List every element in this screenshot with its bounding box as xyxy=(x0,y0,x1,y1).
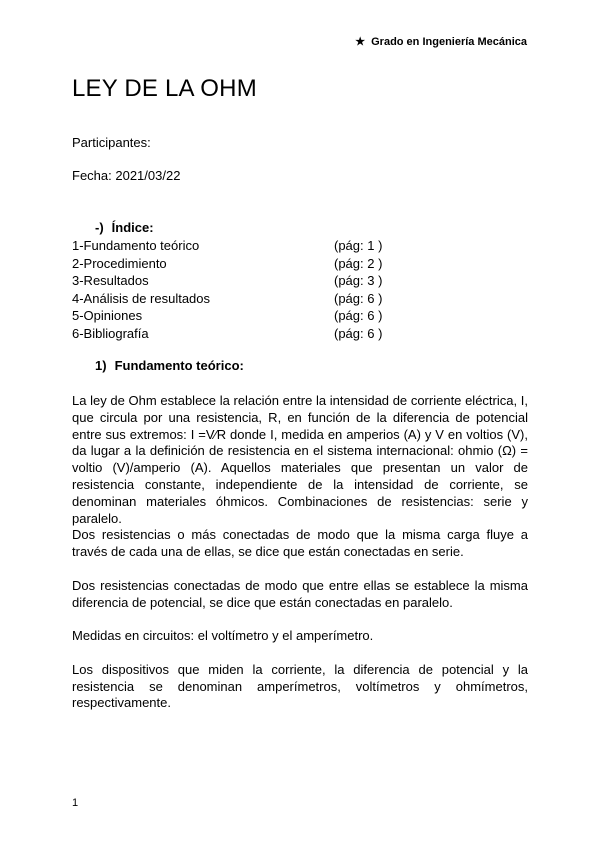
paragraph: Los dispositivos que miden la corriente, la diferencia de potencial y la resistencia se denominan amperímetros, voltímetros y ohmímetros, respectivamente. xyxy=(72,661,528,711)
toc-item-page: (pág: 3 ) xyxy=(334,273,383,288)
paragraph: Medidas en circuitos: el voltímetro y el amperímetro. xyxy=(72,628,374,644)
date-line: Fecha: 2021/03/22 xyxy=(72,168,181,183)
document-title: LEY DE LA OHM xyxy=(72,75,257,102)
section-number: 1) xyxy=(95,358,107,373)
toc-item xyxy=(72,307,402,325)
paragraph: Dos resistencias conectadas de modo que entre ellas se establece la misma diferencia de potencial, se dice que están conectadas en paralelo. xyxy=(72,577,528,610)
toc-item-page: (pág: 6 ) xyxy=(334,308,383,323)
page-number: 1 xyxy=(72,797,79,809)
section-body xyxy=(72,393,528,712)
toc-item xyxy=(72,272,402,290)
index-bullet: -) xyxy=(95,220,104,235)
toc-item-label: 1-Fundamento teórico xyxy=(72,238,200,253)
toc-item-label: 5-Opiniones xyxy=(72,308,143,323)
toc-item-page: (pág: 6 ) xyxy=(334,325,383,341)
toc-item xyxy=(72,237,402,255)
toc-item-label: 2-Procedimiento xyxy=(72,255,167,271)
paragraph: La ley de Ohm establece la relación entre la intensidad de corriente eléctrica, I, que circula por una resistencia, R, en función de la diferencia de potencial entre sus extremos: I =V⁄R donde I, medida en amperios (A) y V en voltios (V), da lugar a la definición de resistencia en el sistema internacional: ohmio (Ω) = voltio (V)/amperio (A). Aquellos materiales que presentan un valor de resistencia constante, independiente de la intensidad de corriente, se denominan materiales óhmicos. Combinaciones de resistencias: serie y paralelo. xyxy=(72,393,528,526)
toc-item-label: 4-Análisis de resultados xyxy=(72,290,211,306)
toc-item-page: (pág: 1 ) xyxy=(334,238,383,253)
toc-item-label: 6-Bibliografía xyxy=(72,325,149,341)
table-of-contents xyxy=(72,237,402,342)
toc-item xyxy=(72,325,402,343)
index-heading xyxy=(95,220,154,235)
paragraph: Dos resistencias o más conectadas de modo que la misma carga fluye a través de cada una de ellas, se dice que están conectadas en serie. xyxy=(72,527,528,560)
toc-item-page: (pág: 6 ) xyxy=(334,290,383,306)
toc-item-page: (pág: 2 ) xyxy=(334,255,383,271)
header-text: Grado en Ingeniería Mecánica xyxy=(371,36,527,48)
toc-item xyxy=(72,290,402,308)
participants-label: Participantes: xyxy=(72,135,151,150)
section-heading-text: Fundamento teórico: xyxy=(114,358,244,373)
star-icon: ★ xyxy=(355,36,366,48)
index-heading-text: Índice: xyxy=(111,220,154,235)
page-header xyxy=(355,35,527,48)
toc-item xyxy=(72,255,402,273)
toc-item-label: 3-Resultados xyxy=(72,273,149,288)
section-heading xyxy=(95,358,244,373)
